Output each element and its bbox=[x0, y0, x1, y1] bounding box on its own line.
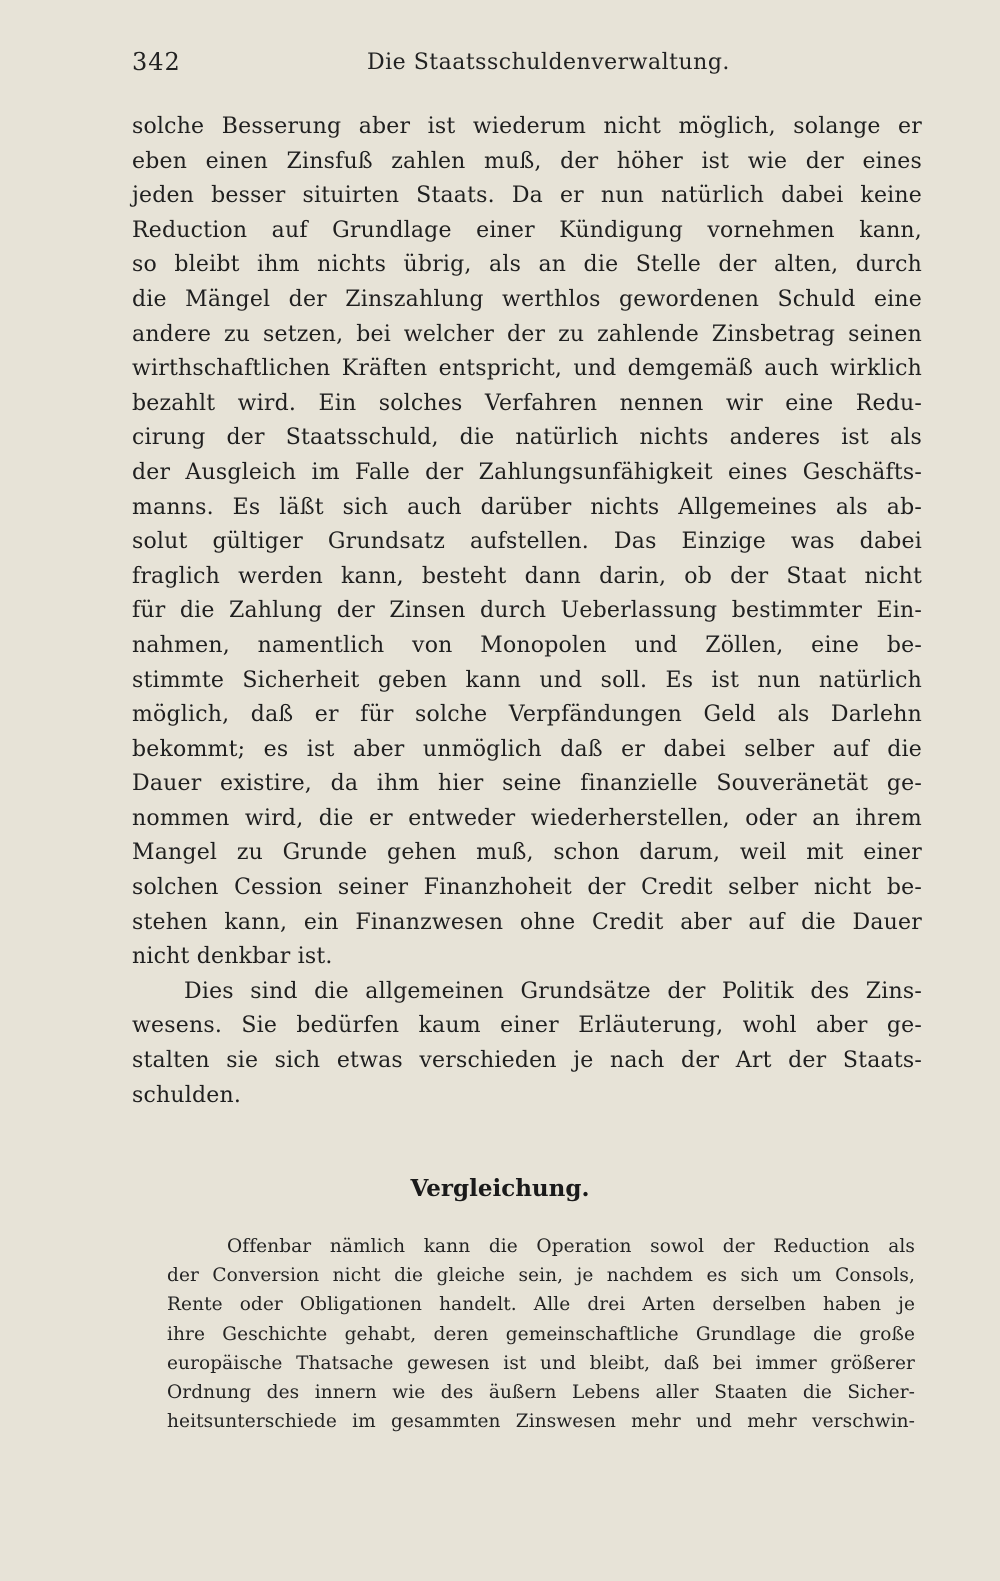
main-text bbox=[132, 110, 922, 1113]
text-line: cirung der Staatsschuld, die natürlich nichts anderes ist als bbox=[132, 425, 922, 451]
text-line: stalten sie sich etwas verschieden je nach der Art der Staats- bbox=[132, 1048, 922, 1074]
text-line: Dauer existire, da ihm hier seine finanzielle Souveränetät ge- bbox=[132, 771, 922, 797]
text-line: solche Besserung aber ist wiederum nicht möglich, solange er bbox=[132, 114, 922, 139]
text-line: stehen kann, ein Finanzwesen ohne Credit aber auf die Dauer bbox=[132, 909, 922, 935]
text-line: solut gültiger Grundsatz aufstellen. Das Einzige was dabei bbox=[132, 529, 922, 555]
text-line: nahmen, namentlich von Monopolen und Zöllen, eine be- bbox=[132, 632, 922, 658]
text-line: die Mängel der Zinszahlung werthlos gewordenen Schuld eine bbox=[132, 286, 922, 312]
page-header bbox=[132, 48, 922, 80]
text-line: heitsunterschiede im gesammten Zinswesen mehr und mehr verschwin- bbox=[167, 1411, 915, 1433]
text-line: Rente oder Obligationen handelt. Alle drei Arten derselben haben je bbox=[167, 1294, 915, 1316]
text-line: jeden besser situirten Staats. Da er nun natürlich dabei keine bbox=[132, 183, 922, 209]
paragraph-1 bbox=[132, 110, 922, 975]
text-line: der Conversion nicht die gleiche sein, je nachdem es sich um Consols, bbox=[167, 1265, 915, 1287]
page-number: 342 bbox=[132, 48, 181, 76]
small-print-text bbox=[167, 1232, 915, 1436]
text-line: Ordnung des innern wie des äußern Lebens aller Staaten die Sicher- bbox=[167, 1381, 915, 1403]
text-line: wesens. Sie bedürfen kaum einer Erläuterung, wohl aber ge- bbox=[132, 1013, 922, 1039]
text-line: europäische Thatsache gewesen ist und bleibt, daß bei immer größerer bbox=[167, 1352, 915, 1374]
text-line: solchen Cession seiner Finanzhoheit der Credit selber nicht be- bbox=[132, 875, 922, 901]
text-line: nommen wird, die er entweder wiederherstellen, oder an ihrem bbox=[132, 805, 922, 831]
text-line: Dies sind die allgemeinen Grundsätze der Politik des Zins- bbox=[184, 978, 922, 1004]
text-line: andere zu setzen, bei welcher der zu zahlende Zinsbetrag seinen bbox=[132, 321, 922, 347]
text-line: Mangel zu Grunde gehen muß, schon darum, weil mit einer bbox=[132, 840, 922, 866]
text-line: bekommt; es ist aber unmöglich daß er dabei selber auf die bbox=[132, 736, 922, 762]
text-line: bezahlt wird. Ein solches Verfahren nennen wir eine Redu- bbox=[132, 390, 922, 416]
text-line: für die Zahlung der Zinsen durch Ueberlassung bestimmter Ein- bbox=[132, 598, 922, 624]
text-line: nicht denkbar ist. bbox=[132, 944, 333, 970]
running-title: Die Staatsschuldenverwaltung. bbox=[367, 50, 730, 75]
text-line: Reduction auf Grundlage einer Kündigung vornehmen kann, bbox=[132, 217, 922, 243]
text-line: eben einen Zinsfuß zahlen muß, der höher ist wie der eines bbox=[132, 148, 922, 174]
text-line: stimmte Sicherheit geben kann und soll. Es ist nun natürlich bbox=[132, 667, 922, 693]
text-line: so bleibt ihm nichts übrig, als an die Stelle der alten, durch bbox=[132, 252, 922, 278]
text-line: der Ausgleich im Falle der Zahlungsunfähigkeit eines Geschäfts- bbox=[132, 459, 922, 485]
text-line: Offenbar nämlich kann die Operation sowol der Reduction als bbox=[227, 1236, 915, 1257]
text-line: ihre Geschichte gehabt, deren gemeinschaftliche Grundlage die große bbox=[167, 1323, 915, 1345]
text-line: manns. Es läßt sich auch darüber nichts Allgemeines als ab- bbox=[132, 494, 922, 520]
text-line: wirthschaftlichen Kräften entspricht, und demgemäß auch wirklich bbox=[132, 356, 922, 382]
paragraph-2 bbox=[132, 975, 922, 1113]
text-line: fraglich werden kann, besteht dann darin, ob der Staat nicht bbox=[132, 563, 922, 589]
text-line: möglich, daß er für solche Verpfändungen Geld als Darlehn bbox=[132, 702, 922, 728]
text-line: schulden. bbox=[132, 1082, 242, 1108]
section-heading: Vergleichung. bbox=[410, 1175, 590, 1202]
